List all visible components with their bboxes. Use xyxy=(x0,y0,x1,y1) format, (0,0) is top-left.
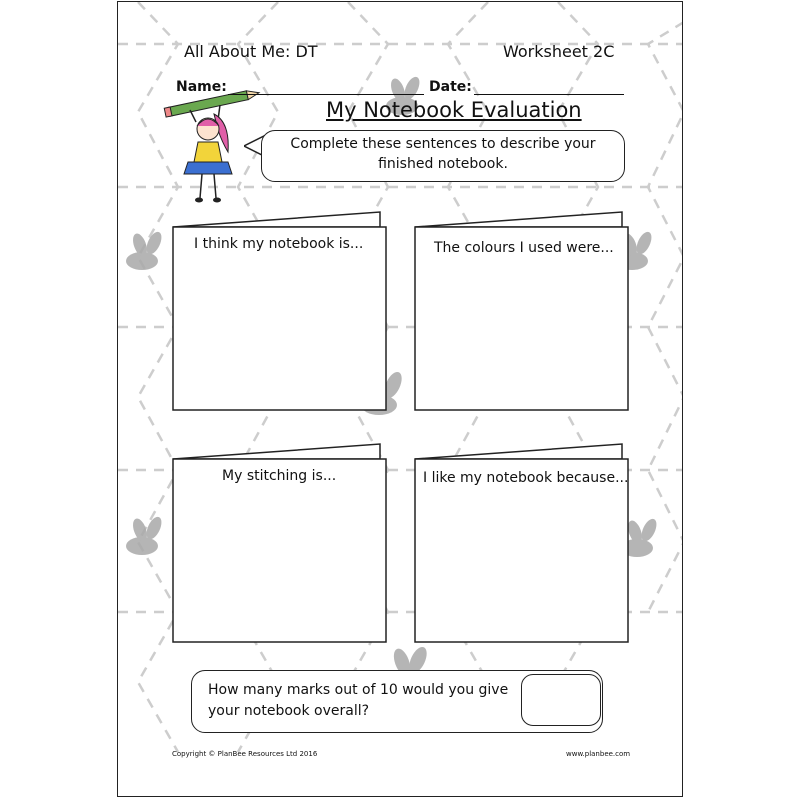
date-label: Date: xyxy=(429,79,472,95)
card-prompt-like: I like my notebook because... xyxy=(423,470,629,486)
name-field[interactable] xyxy=(228,94,424,95)
card-prompt-stitching: My stitching is... xyxy=(222,468,337,484)
name-label: Name: xyxy=(176,79,227,95)
header-topic: All About Me: DT xyxy=(184,42,318,61)
instruction-bubble xyxy=(261,130,625,182)
score-answer-box[interactable] xyxy=(521,674,601,726)
instruction-line: Complete these sentences to describe your xyxy=(290,136,596,152)
bee-watermark-icon xyxy=(126,515,165,555)
marks-question-line: your notebook overall? xyxy=(208,703,370,719)
marks-question-line: How many marks out of 10 would you give xyxy=(208,682,509,698)
notebook-cards xyxy=(173,212,628,642)
card-prompt-notebook: I think my notebook is... xyxy=(194,236,364,252)
bee-watermark-icon xyxy=(126,230,165,270)
copyright-text: Copyright © PlanBee Resources Ltd 2016 xyxy=(172,750,318,758)
page-title: My Notebook Evaluation xyxy=(326,98,582,122)
worksheet-number: Worksheet 2C xyxy=(503,42,615,61)
instruction-line: finished notebook. xyxy=(378,156,508,172)
website-text: www.planbee.com xyxy=(566,750,631,758)
worksheet-page xyxy=(117,1,683,797)
date-field[interactable] xyxy=(474,94,624,95)
card-prompt-colours: The colours I used were... xyxy=(434,240,614,256)
